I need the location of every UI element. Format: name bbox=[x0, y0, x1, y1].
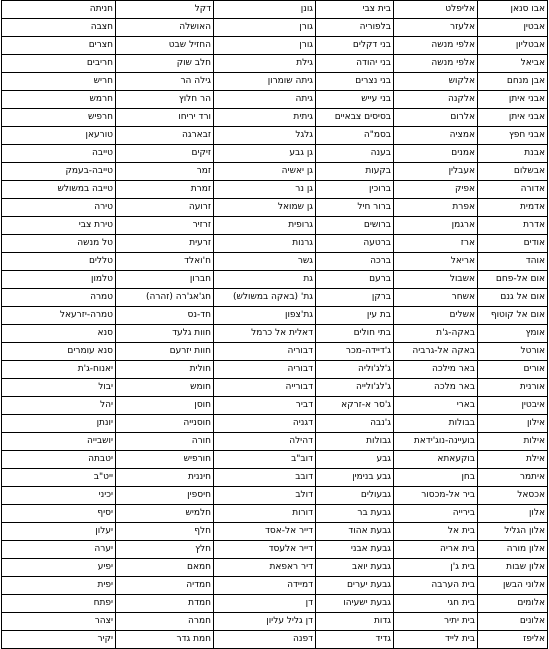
table-row bbox=[2, 235, 548, 253]
table-cell: חברון bbox=[116, 271, 214, 289]
table-cell: בית צבי bbox=[316, 1, 394, 19]
table-cell: טלמון bbox=[2, 271, 116, 289]
table-cell: אוהד bbox=[478, 253, 548, 271]
table-cell: גילת bbox=[214, 55, 316, 73]
table-cell: אבני איתן bbox=[478, 91, 548, 109]
table-cell: בית חגי bbox=[394, 595, 478, 613]
table-row bbox=[2, 451, 548, 469]
table-cell: דאלית אל כרמל bbox=[214, 325, 316, 343]
table-cell: זרזיר bbox=[116, 217, 214, 235]
table-cell: בני עייש bbox=[316, 91, 394, 109]
table-cell: אילון bbox=[478, 415, 548, 433]
table-cell: גלגל bbox=[214, 127, 316, 145]
table-row bbox=[2, 577, 548, 595]
table-cell: בועיינה-נוג'ידאת bbox=[394, 433, 478, 451]
table-row bbox=[2, 37, 548, 55]
table-cell: ברושים bbox=[316, 217, 394, 235]
table-cell: דן bbox=[214, 595, 316, 613]
table-cell: יכיני bbox=[2, 487, 116, 505]
table-cell: דפנה bbox=[214, 631, 316, 649]
table-cell: בני דקלים bbox=[316, 37, 394, 55]
table-cell: אדרת bbox=[478, 217, 548, 235]
table-cell: יפית bbox=[2, 577, 116, 595]
table-cell: חוסנייה bbox=[116, 415, 214, 433]
table-row bbox=[2, 559, 548, 577]
table-cell: יושבייה bbox=[2, 433, 116, 451]
table-cell: אבטליון bbox=[478, 37, 548, 55]
table-cell: חיננית bbox=[116, 469, 214, 487]
table-row bbox=[2, 433, 548, 451]
table-cell: ג'לג'וליה bbox=[316, 361, 394, 379]
table-cell: בסיסים צבאיים bbox=[316, 109, 394, 127]
table-cell: דביר bbox=[214, 397, 316, 415]
table-row bbox=[2, 163, 548, 181]
table-row bbox=[2, 595, 548, 613]
table-cell: דבוריה bbox=[214, 361, 316, 379]
table-cell: אשחר bbox=[394, 289, 478, 307]
table-cell: אלון מורה bbox=[478, 541, 548, 559]
table-cell: יונתן bbox=[2, 415, 116, 433]
table-cell: גבעולים bbox=[316, 487, 394, 505]
table-cell: דגניה bbox=[214, 415, 316, 433]
table-cell: אליפז bbox=[478, 631, 548, 649]
table-cell: ייט"ב bbox=[2, 469, 116, 487]
table-cell: אורים bbox=[478, 361, 548, 379]
table-cell: טירת צבי bbox=[2, 217, 116, 235]
table-cell: אמציה bbox=[394, 127, 478, 145]
table-cell: אלקנה bbox=[394, 91, 478, 109]
table-cell: אלפי מנשה bbox=[394, 55, 478, 73]
table-cell: אלפי מנשה bbox=[394, 37, 478, 55]
table-cell: בית אל bbox=[394, 523, 478, 541]
table-row bbox=[2, 145, 548, 163]
table-cell: בירייה bbox=[394, 505, 478, 523]
table-cell: חמדיה bbox=[116, 577, 214, 595]
table-cell: ג'לג'ולייה bbox=[316, 379, 394, 397]
table-cell: האושלה bbox=[116, 19, 214, 37]
table-cell: אלון הגליל bbox=[478, 523, 548, 541]
table-cell: אודים bbox=[478, 235, 548, 253]
table-cell: טייבה במשולש bbox=[2, 181, 116, 199]
table-cell: ברכה bbox=[316, 253, 394, 271]
table-cell: חלף bbox=[116, 523, 214, 541]
table-cell: בענה bbox=[316, 145, 394, 163]
table-cell: יסיף bbox=[2, 505, 116, 523]
table-cell: ביר אל-מכסור bbox=[394, 487, 478, 505]
table-cell: אום אל קוטוף bbox=[478, 307, 548, 325]
table-cell: אמנים bbox=[394, 145, 478, 163]
table-cell: זבארגה bbox=[116, 127, 214, 145]
table-row bbox=[2, 109, 548, 127]
table-cell: ג'נבה bbox=[316, 415, 394, 433]
table-cell: אלקוש bbox=[394, 73, 478, 91]
table-row bbox=[2, 55, 548, 73]
table-cell: טללים bbox=[2, 253, 116, 271]
table-cell: חיספין bbox=[116, 487, 214, 505]
table-row bbox=[2, 127, 548, 145]
table-cell: גשר bbox=[214, 253, 316, 271]
table-row bbox=[2, 253, 548, 271]
table-cell: ג'דיידה-מכר bbox=[316, 343, 394, 361]
table-cell: חלמיש bbox=[116, 505, 214, 523]
table-cell: זמר bbox=[116, 163, 214, 181]
table-cell: חוות גלעד bbox=[116, 325, 214, 343]
table-cell: ארגמן bbox=[394, 217, 478, 235]
table-cell: דייר אלעסד bbox=[214, 541, 316, 559]
table-cell: יקיר bbox=[2, 631, 116, 649]
table-cell: ברוכין bbox=[316, 181, 394, 199]
table-cell: אביאל bbox=[478, 55, 548, 73]
table-cell: בני יהודה bbox=[316, 55, 394, 73]
table-cell: אלרום bbox=[394, 109, 478, 127]
table-row bbox=[2, 397, 548, 415]
table-cell: גילה הר bbox=[116, 73, 214, 91]
table-cell: חולית bbox=[116, 361, 214, 379]
table-row bbox=[2, 307, 548, 325]
table-cell: דבורייה bbox=[214, 379, 316, 397]
table-cell: אריאל bbox=[394, 253, 478, 271]
table-cell: דובב bbox=[214, 469, 316, 487]
table-cell: גת bbox=[214, 271, 316, 289]
table-cell: חוסן bbox=[116, 397, 214, 415]
table-cell: אשלים bbox=[394, 307, 478, 325]
settlements-table-body bbox=[2, 1, 548, 649]
table-cell: יערה bbox=[2, 541, 116, 559]
table-cell: זרועה bbox=[116, 199, 214, 217]
table-cell: סנא עומרים bbox=[2, 343, 116, 361]
table-cell: אליפלט bbox=[394, 1, 478, 19]
table-row bbox=[2, 325, 548, 343]
table-cell: יעלון bbox=[2, 523, 116, 541]
table-cell: טייבה bbox=[2, 145, 116, 163]
table-cell: בתי חולים bbox=[316, 325, 394, 343]
table-row bbox=[2, 631, 548, 649]
table-cell: יפתח bbox=[2, 595, 116, 613]
table-cell: בארי bbox=[394, 397, 478, 415]
table-row bbox=[2, 1, 548, 19]
table-cell: גת' (באקה במשולש) bbox=[214, 289, 316, 307]
table-cell: בוקעאתא bbox=[394, 451, 478, 469]
table-cell: גרנות bbox=[214, 235, 316, 253]
table-row bbox=[2, 523, 548, 541]
table-cell: אילות bbox=[478, 433, 548, 451]
table-cell: גת'צפון bbox=[214, 307, 316, 325]
table-cell: גורן bbox=[214, 19, 316, 37]
table-cell: דן גליל עליון bbox=[214, 613, 316, 631]
table-cell: דקל bbox=[116, 1, 214, 19]
table-cell: אילת bbox=[478, 451, 548, 469]
table-cell: גן גבע bbox=[214, 145, 316, 163]
table-cell: גיתה bbox=[214, 91, 316, 109]
table-cell: ארז bbox=[394, 235, 478, 253]
table-cell: חרפיש bbox=[2, 109, 116, 127]
table-cell: זיקים bbox=[116, 145, 214, 163]
settlements-table-container bbox=[1, 0, 547, 649]
table-cell: גן שמואל bbox=[214, 199, 316, 217]
table-row bbox=[2, 271, 548, 289]
table-cell: גבעת יערים bbox=[316, 577, 394, 595]
table-cell: אומץ bbox=[478, 325, 548, 343]
table-cell: חריבים bbox=[2, 55, 116, 73]
table-cell: אום אל-פחם bbox=[478, 271, 548, 289]
table-cell: חלץ bbox=[116, 541, 214, 559]
table-cell: אום אל גנם bbox=[478, 289, 548, 307]
table-cell: בית אריה bbox=[394, 541, 478, 559]
table-cell: טמרה bbox=[2, 289, 116, 307]
table-cell: איתמר bbox=[478, 469, 548, 487]
table-cell: גבע בנימין bbox=[316, 469, 394, 487]
table-cell: אלוני הבשן bbox=[478, 577, 548, 595]
table-cell: אבני חפץ bbox=[478, 127, 548, 145]
table-cell: הר חלוץ bbox=[116, 91, 214, 109]
table-cell: ברקן bbox=[316, 289, 394, 307]
table-row bbox=[2, 415, 548, 433]
table-cell: חורפיש bbox=[116, 451, 214, 469]
table-cell: זרעית bbox=[116, 235, 214, 253]
table-cell: אבנת bbox=[478, 145, 548, 163]
table-cell: חלב שוק bbox=[116, 55, 214, 73]
table-cell: גן נר bbox=[214, 181, 316, 199]
table-cell: אלעזר bbox=[394, 19, 478, 37]
table-cell: חמרה bbox=[116, 613, 214, 631]
table-cell: בבולות bbox=[394, 415, 478, 433]
table-row bbox=[2, 199, 548, 217]
table-cell: אשבול bbox=[394, 271, 478, 289]
table-cell: אדורה bbox=[478, 181, 548, 199]
table-cell: אלומים bbox=[478, 595, 548, 613]
table-cell: גבע bbox=[316, 451, 394, 469]
table-cell: גבעת אבני bbox=[316, 541, 394, 559]
table-cell: אכסאל bbox=[478, 487, 548, 505]
table-cell: גבעת אהוד bbox=[316, 523, 394, 541]
table-cell: יטבתה bbox=[2, 451, 116, 469]
table-cell: דורות bbox=[214, 505, 316, 523]
table-cell: חג'אג'רה (זהרה) bbox=[116, 289, 214, 307]
table-cell: אעבלין bbox=[394, 163, 478, 181]
table-cell: איבטין bbox=[478, 397, 548, 415]
table-cell: בני נצרים bbox=[316, 73, 394, 91]
table-cell: אפרת bbox=[394, 199, 478, 217]
table-cell: יבול bbox=[2, 379, 116, 397]
table-cell: אבו סנאן bbox=[478, 1, 548, 19]
table-row bbox=[2, 343, 548, 361]
table-cell: ברטעה bbox=[316, 235, 394, 253]
table-cell: באקה-ג'ת bbox=[394, 325, 478, 343]
table-row bbox=[2, 181, 548, 199]
table-cell: סנא bbox=[2, 325, 116, 343]
table-row bbox=[2, 217, 548, 235]
table-cell: חרמש bbox=[2, 91, 116, 109]
table-row bbox=[2, 541, 548, 559]
table-cell: בחן bbox=[394, 469, 478, 487]
table-cell: גיתה שומרון bbox=[214, 73, 316, 91]
table-cell: יצהר bbox=[2, 613, 116, 631]
table-cell: יפיע bbox=[2, 559, 116, 577]
table-cell: חמת גדר bbox=[116, 631, 214, 649]
table-cell: דהילה bbox=[214, 433, 316, 451]
table-cell: גבעת יואב bbox=[316, 559, 394, 577]
table-cell: ורד יריחו bbox=[116, 109, 214, 127]
table-cell: בית יתיר bbox=[394, 613, 478, 631]
table-cell: בית לייד bbox=[394, 631, 478, 649]
table-row bbox=[2, 487, 548, 505]
table-cell: אבני איתן bbox=[478, 109, 548, 127]
table-cell: אלונים bbox=[478, 613, 548, 631]
table-cell: באקה אל-גרביה bbox=[394, 343, 478, 361]
table-row bbox=[2, 91, 548, 109]
table-row bbox=[2, 73, 548, 91]
table-cell: גורן bbox=[214, 37, 316, 55]
table-cell: טייבה-בעמק bbox=[2, 163, 116, 181]
table-cell: חוות יזרעם bbox=[116, 343, 214, 361]
table-cell: חניתה bbox=[2, 1, 116, 19]
table-cell: בת עין bbox=[316, 307, 394, 325]
table-cell: אורטל bbox=[478, 343, 548, 361]
table-cell: בסמ"ה bbox=[316, 127, 394, 145]
table-cell: אפיק bbox=[394, 181, 478, 199]
table-cell: באר מילכה bbox=[394, 361, 478, 379]
table-cell: גבולות bbox=[316, 433, 394, 451]
table-cell: אורנית bbox=[478, 379, 548, 397]
table-cell: גדיד bbox=[316, 631, 394, 649]
table-cell: אבשלום bbox=[478, 163, 548, 181]
table-cell: בלפוריה bbox=[316, 19, 394, 37]
table-cell: בקעות bbox=[316, 163, 394, 181]
table-cell: אדמית bbox=[478, 199, 548, 217]
table-cell: זמרת bbox=[116, 181, 214, 199]
table-row bbox=[2, 469, 548, 487]
table-cell: אלון שבות bbox=[478, 559, 548, 577]
table-cell: גיתית bbox=[214, 109, 316, 127]
table-cell: חריש bbox=[2, 73, 116, 91]
table-cell: בית ג'ן bbox=[394, 559, 478, 577]
table-cell: גבעת ישעיהו bbox=[316, 595, 394, 613]
table-cell: טורעאן bbox=[2, 127, 116, 145]
table-cell: טמרה-יזרעאל bbox=[2, 307, 116, 325]
settlements-table bbox=[1, 0, 548, 649]
table-cell: יהל bbox=[2, 397, 116, 415]
table-row bbox=[2, 19, 548, 37]
table-cell: ג'סר א-זרקא bbox=[316, 397, 394, 415]
table-cell: החזיל שבט bbox=[116, 37, 214, 55]
table-cell: גרופית bbox=[214, 217, 316, 235]
table-cell: חד-נס bbox=[116, 307, 214, 325]
table-row bbox=[2, 613, 548, 631]
table-cell: יאנוח-ג'ת bbox=[2, 361, 116, 379]
table-row bbox=[2, 361, 548, 379]
table-cell: באר מלכה bbox=[394, 379, 478, 397]
table-cell: חומש bbox=[116, 379, 214, 397]
table-cell: ברעם bbox=[316, 271, 394, 289]
table-cell: אלון bbox=[478, 505, 548, 523]
table-cell: גונן bbox=[214, 1, 316, 19]
table-cell: טירה bbox=[2, 199, 116, 217]
table-cell: דמיידה bbox=[214, 577, 316, 595]
table-cell: חמאם bbox=[116, 559, 214, 577]
table-cell: ח'ואלד bbox=[116, 253, 214, 271]
table-cell: חמדת bbox=[116, 595, 214, 613]
table-cell: אבטין bbox=[478, 19, 548, 37]
table-cell: ברור חיל bbox=[316, 199, 394, 217]
table-cell: חצרים bbox=[2, 37, 116, 55]
table-cell: טל מנשה bbox=[2, 235, 116, 253]
table-cell: דיר ראפאת bbox=[214, 559, 316, 577]
table-cell: דייר אל-אסד bbox=[214, 523, 316, 541]
table-cell: אבן מנחם bbox=[478, 73, 548, 91]
table-row bbox=[2, 505, 548, 523]
table-cell: חורה bbox=[116, 433, 214, 451]
table-cell: גן יאשיה bbox=[214, 163, 316, 181]
table-row bbox=[2, 289, 548, 307]
table-cell: חצבה bbox=[2, 19, 116, 37]
table-cell: גדות bbox=[316, 613, 394, 631]
table-cell: דבוריה bbox=[214, 343, 316, 361]
table-cell: גבעת בר bbox=[316, 505, 394, 523]
table-cell: דוב"ב bbox=[214, 451, 316, 469]
table-cell: בית הערבה bbox=[394, 577, 478, 595]
table-cell: דולב bbox=[214, 487, 316, 505]
table-row bbox=[2, 379, 548, 397]
